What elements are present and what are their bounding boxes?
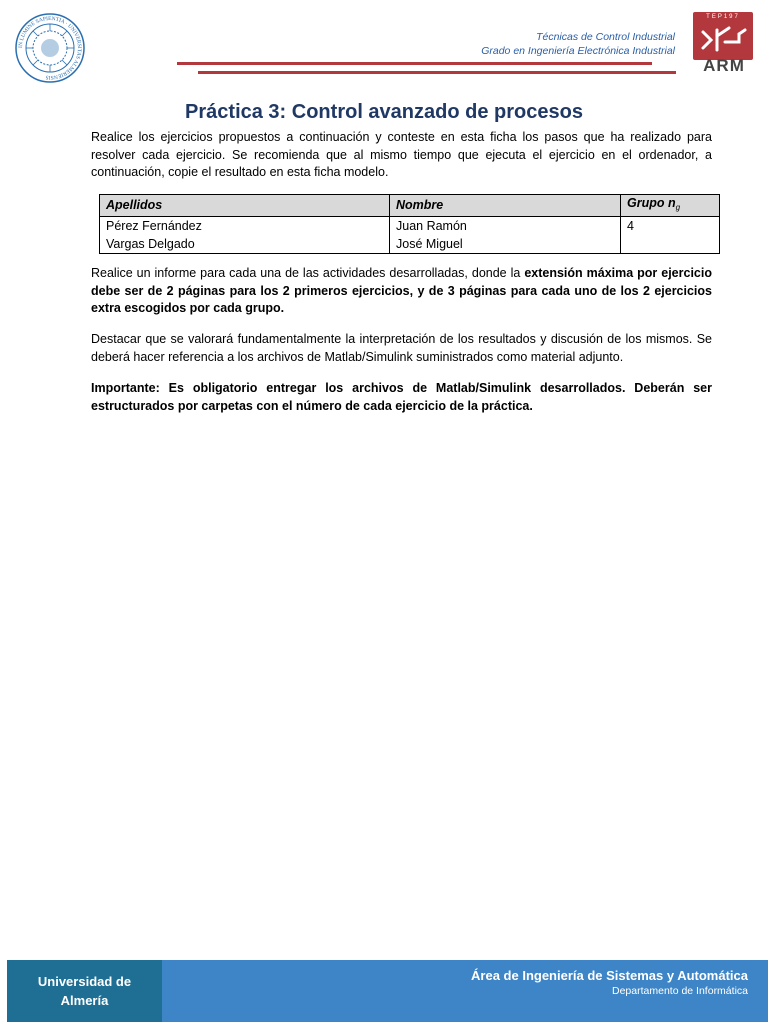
grupo-cell: 4	[621, 217, 720, 254]
footer-department: Departamento de Informática	[612, 985, 748, 997]
degree-name: Grado en Ingeniería Electrónica Industrial	[481, 45, 675, 57]
apellidos-cell	[100, 217, 390, 254]
university-seal-logo	[14, 12, 86, 84]
table-header-row	[100, 195, 720, 217]
table-row	[100, 217, 720, 254]
arm-logo	[693, 12, 755, 76]
header-grupo: Grupo $n_g$	[621, 195, 720, 217]
page-title: Práctica 3: Control avanzado de procesos	[185, 101, 583, 123]
intro-paragraph: Realice los ejercicios propuestos a continuación y conteste en esta ficha los pasos que ha realizado para resolver cada ejercicio. Se recomienda que al mismo tiempo que ejecuta el ejercicio en el ordenador, a continuación, copie el resultado en esta ficha modelo.	[91, 130, 712, 179]
important-paragraph: Importante: Es obligatorio entregar los archivos de Matlab/Simulink desarrollados. Deberán ser estructurados por carpetas con el número de cada ejercicio de la práctica.	[91, 381, 712, 413]
report-bold-text: extensión máxima por ejercicio debe ser de 2 páginas para los 2 primeros ejercicios, y de 3 páginas para cada uno de los 2 ejercicios extra escogidos por cada grupo.	[91, 266, 712, 315]
header-rule-top	[177, 62, 652, 65]
header-rule-bottom	[198, 71, 676, 74]
header-text	[481, 30, 675, 58]
nombre-cell	[390, 217, 621, 254]
report-paragraph: Realice un informe para cada una de las actividades desarrolladas, donde la extensión máxima por ejercicio debe ser de 2 páginas para los 2 primeros ejercicios, y de 3 páginas para cada uno de los 2 ejercicios extra escogidos por cada grupo.	[91, 266, 712, 315]
apellido-2: Vargas Delgado	[106, 237, 195, 251]
footer-area: Área de Ingeniería de Sistemas y Automática	[471, 968, 748, 983]
nombre-2: José Miguel	[396, 237, 463, 251]
arm-logo-word: ARM	[703, 56, 745, 75]
page-footer	[7, 960, 768, 1022]
nombre-1: Juan Ramón	[396, 219, 467, 233]
group-table	[99, 194, 720, 254]
course-name: Técnicas de Control Industrial	[536, 31, 675, 43]
header-apellidos: Apellidos	[100, 195, 390, 217]
apellido-1: Pérez Fernández	[106, 219, 202, 233]
footer-area-panel	[162, 960, 768, 1022]
note-paragraph: Destacar que se valorará fundamentalmente la interpretación de los resultados y discusión de los mismos. Se deberá hacer referencia a los archivos de Matlab/Simulink suministrados como material adjunto.	[91, 332, 712, 364]
header-nombre: Nombre	[390, 195, 621, 217]
footer-university: Universidad de Almería	[7, 960, 162, 1022]
arm-logo-box	[693, 12, 753, 60]
arm-logo-tag: TEP197	[706, 14, 740, 20]
seal-text: IN LUMINE SAPIENTIA · UNIVERSITAS ALMERIENSIS	[17, 15, 83, 81]
